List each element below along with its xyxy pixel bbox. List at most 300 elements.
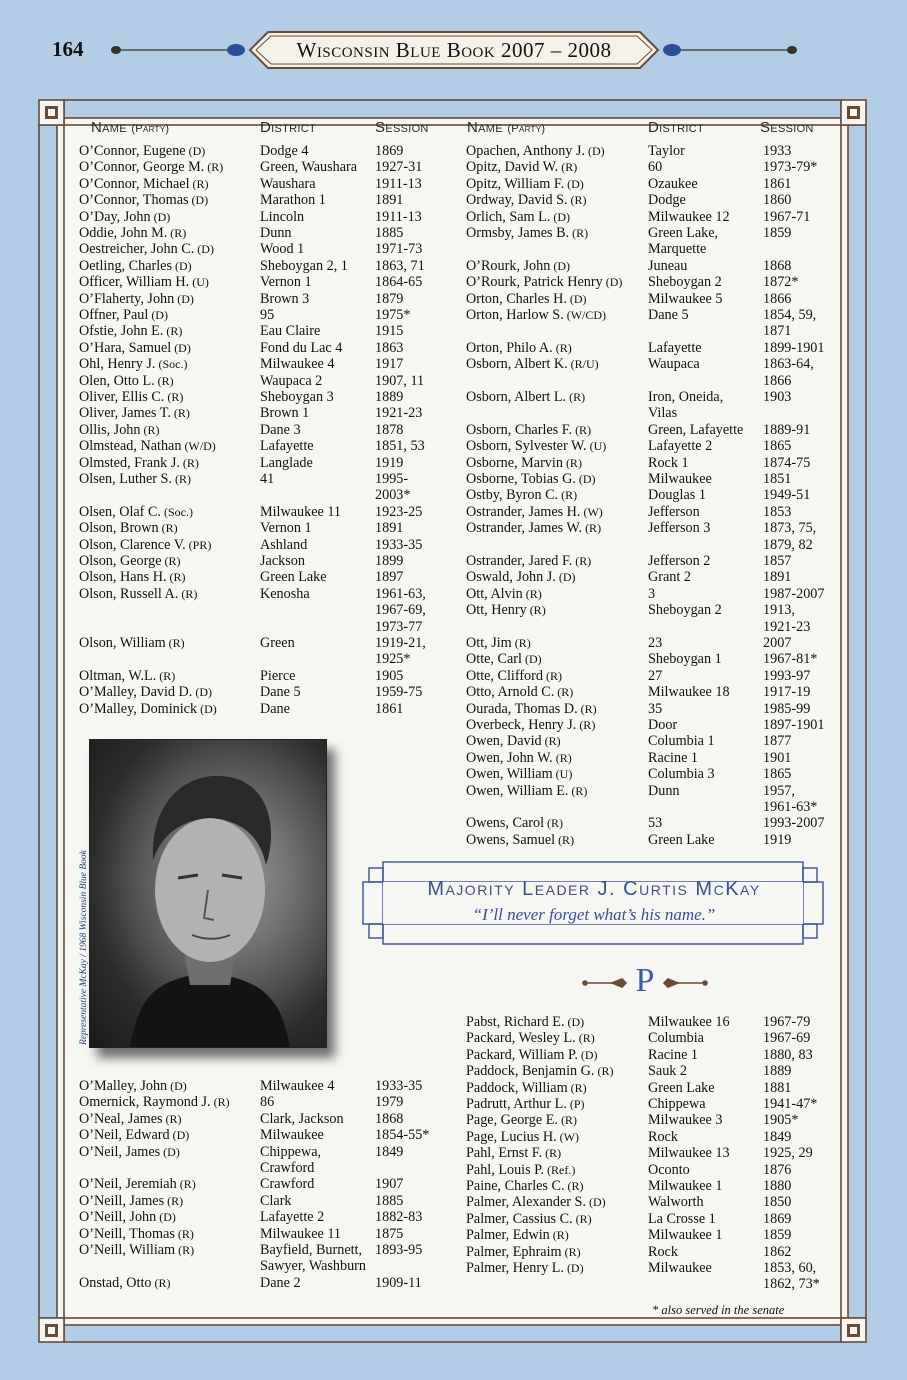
member-name: Ostrander, James H. (W) [466, 503, 603, 520]
member-party: (R) [572, 422, 592, 437]
member-party: (R) [179, 455, 199, 470]
member-session: 1853 [763, 503, 792, 520]
member-party: (D) [585, 144, 605, 158]
member-session: 1885 [375, 1192, 404, 1209]
member-name: O’Neil, James (D) [79, 1143, 180, 1160]
member-district: Jefferson 3 [648, 520, 711, 537]
member-party: (R) [162, 1111, 182, 1126]
member-session: 1880, 83 [763, 1046, 813, 1063]
member-party: (R) [165, 636, 185, 650]
member-party: (R) [204, 160, 224, 175]
member-party: (R) [567, 193, 587, 208]
member-party: (R) [541, 734, 561, 749]
member-session: 1875 [375, 1225, 404, 1242]
member-name: Orton, Philo A. (R) [466, 339, 572, 356]
page-number: 164 [52, 37, 84, 61]
member-district: Marathon 1 [260, 192, 326, 209]
member-district: Chippewa, Crawford [260, 1143, 322, 1176]
member-party: (D) [555, 570, 576, 585]
member-name: Ott, Alvin (R) [466, 585, 542, 602]
member-name: Osborn, Albert K. (R/U) [466, 356, 599, 373]
member-district: Racine 1 [648, 749, 699, 766]
member-district: Dunn [648, 782, 680, 799]
member-name: Olson, Russell A. (R) [79, 585, 198, 602]
member-district: Bayfield, Burnett, Sawyer, Washburn [260, 1242, 366, 1275]
member-party: (R/U) [567, 357, 599, 372]
member-name: Otte, Carl (D) [466, 651, 542, 668]
member-session: 1851, 53 [375, 438, 425, 455]
member-party: (R) [522, 586, 542, 601]
member-session: 1885 [375, 225, 404, 241]
member-party: (R) [161, 554, 181, 568]
member-name: Oliver, James T. (R) [79, 405, 190, 422]
member-district: Kenosha [260, 585, 310, 602]
member-district: Milwaukee 12 [648, 208, 730, 225]
member-party: (U) [552, 767, 573, 782]
member-name: O’Neal, James (R) [79, 1110, 182, 1127]
member-session: 1869 [375, 143, 404, 159]
member-party: (D) [564, 176, 584, 191]
member-name: Ostrander, Jared F. (R) [466, 553, 592, 569]
member-session: 1863-64, 1866 [763, 356, 814, 389]
member-party: (D) [602, 275, 623, 290]
member-party: (R) [178, 586, 198, 601]
member-name: Palmer, Alexander S. (D) [466, 1194, 606, 1211]
member-session: 1859 [763, 225, 792, 241]
member-party: (D) [171, 340, 191, 355]
member-party: (R) [140, 422, 160, 437]
member-name: Osborn, Albert L. (R) [466, 389, 586, 405]
member-session: 2007 [763, 635, 792, 651]
member-district: Sauk 2 [648, 1063, 688, 1080]
member-district: Columbia 3 [648, 766, 715, 783]
member-session: 1911-13 [375, 208, 422, 225]
member-name: Ott, Jim (R) [466, 635, 531, 651]
member-session: 1911-13 [375, 175, 422, 192]
member-session: 1851 [763, 471, 792, 487]
member-name: O’Flaherty, John (D) [79, 290, 194, 307]
member-party: (U) [189, 275, 209, 290]
member-name: Oddie, John M. (R) [79, 225, 187, 241]
member-session: 1897-1901 [763, 717, 825, 733]
member-district: Dane 5 [648, 307, 689, 323]
member-district: Waupaca 2 [260, 372, 323, 389]
member-name: O’Malley, Dominick (D) [79, 700, 217, 717]
portrait-illustration [90, 740, 326, 1047]
member-session: 1889 [375, 389, 404, 405]
member-party: (D) [192, 685, 213, 700]
member-session: 1874-75 [763, 454, 811, 471]
member-district: Dane 5 [260, 684, 301, 701]
member-party: (R) [166, 570, 186, 585]
member-party: (R) [158, 521, 178, 536]
member-district: Milwaukee 13 [648, 1145, 730, 1162]
member-party: (D) [577, 1047, 598, 1062]
member-district: Wood 1 [260, 241, 305, 258]
member-name: Orlich, Sam L. (D) [466, 208, 570, 225]
member-party: (R) [164, 390, 184, 404]
member-session: 1921-23 [375, 405, 423, 422]
member-name: Pahl, Ernst F. (R) [466, 1145, 562, 1162]
member-party: (D) [148, 308, 168, 322]
column-heading-session-left: Session [375, 119, 429, 136]
member-name: Otte, Clifford (R) [466, 667, 562, 684]
member-party: (PR) [185, 537, 212, 552]
member-party: (W/CD) [563, 308, 607, 322]
member-district: Dane 3 [260, 421, 301, 438]
member-session: 1880 [763, 1178, 792, 1194]
member-party: (P) [566, 1097, 585, 1111]
member-district: Green Lake [260, 569, 327, 586]
member-party: (R) [174, 1226, 194, 1241]
member-name: Oswald, John J. (D) [466, 569, 576, 586]
member-session: 1967-79 [763, 1014, 811, 1030]
member-session: 1860 [763, 192, 792, 209]
member-party: (D) [169, 1128, 190, 1143]
member-district: Green, Waushara [260, 159, 358, 176]
member-name: Opachen, Anthony J. (D) [466, 143, 605, 159]
member-name: Osborn, Charles F. (R) [466, 421, 592, 438]
member-party: (R) [552, 750, 572, 765]
member-name: Pabst, Richard E. (D) [466, 1014, 585, 1030]
member-party: (R) [210, 1095, 230, 1110]
column-heading-district-right: District [648, 119, 705, 136]
member-name: Palmer, Edwin (R) [466, 1227, 569, 1244]
member-name: O’Connor, Eugene (D) [79, 143, 206, 159]
book-title: Wisconsin Blue Book 2007 – 2008 [296, 37, 612, 62]
member-name: O’Connor, George M. (R) [79, 159, 224, 176]
member-party: (R) [567, 1080, 587, 1095]
member-name: O’Neil, Edward (D) [79, 1127, 190, 1144]
member-district: Brown 3 [260, 290, 310, 307]
member-name: O’Connor, Thomas (D) [79, 192, 209, 209]
member-party: (R) [172, 472, 191, 486]
member-session: 1865 [763, 766, 792, 783]
member-district: Langlade [260, 454, 313, 471]
member-session: 1854-55* [375, 1127, 430, 1144]
member-district: Sheboygan 3 [260, 389, 334, 405]
member-district: Jefferson [648, 503, 700, 520]
member-district: Milwaukee 4 [260, 1078, 335, 1094]
footnote-text: also served in the senate [661, 1303, 785, 1317]
member-session: 1868 [763, 257, 792, 274]
member-name: Ostrander, James W. (R) [466, 520, 602, 537]
member-session: 1873, 75, 1879, 82 [763, 520, 817, 553]
member-district: 60 [648, 159, 663, 176]
member-session: 1913, 1921-23 [763, 602, 811, 635]
member-party: (R) [151, 1275, 171, 1290]
member-district: Ozaukee [648, 175, 698, 192]
member-name: Owens, Carol (R) [466, 815, 564, 832]
member-district: Sheboygan 2 [648, 602, 722, 619]
member-district: Door [648, 717, 678, 733]
member-district: Vernon 1 [260, 274, 312, 291]
member-district: Waupaca [648, 356, 700, 373]
member-session: 1917-19 [763, 684, 811, 701]
member-district: Sheboygan 1 [648, 651, 722, 668]
member-district: 35 [648, 700, 663, 717]
member-district: Jackson [260, 553, 305, 569]
member-party: (D) [197, 701, 217, 716]
member-session: 1915 [375, 323, 404, 340]
member-district: 86 [260, 1094, 275, 1111]
member-party: (R) [569, 226, 589, 240]
member-district: Green Lake, Marquette [648, 225, 719, 258]
member-session: 1893-95 [375, 1242, 423, 1258]
member-session: 1865 [763, 438, 792, 455]
member-session: 1868 [375, 1110, 404, 1127]
member-name: Olsen, Olaf C. (Soc.) [79, 503, 193, 520]
member-district: Milwaukee 16 [648, 1014, 730, 1030]
member-district: Vernon 1 [260, 520, 312, 537]
member-district: Fond du Lac 4 [260, 339, 343, 356]
member-district: Dane [260, 700, 290, 717]
member-party: (R) [156, 668, 176, 683]
member-session: 1919 [375, 454, 404, 471]
column-heading-name-left: Name (Party) [91, 119, 170, 136]
member-district: Milwaukee [260, 1127, 324, 1144]
member-name: Opitz, David W. (R) [466, 159, 578, 176]
member-district: Rock [648, 1128, 678, 1145]
member-party: (D) [172, 258, 192, 273]
member-district: Douglas 1 [648, 487, 706, 504]
member-district: Milwaukee 1 [648, 1227, 723, 1244]
column-heading-district-left: District [260, 119, 317, 136]
member-name: Ourada, Thomas D. (R) [466, 700, 597, 717]
member-name: Owen, William (U) [466, 766, 573, 783]
member-party: (U) [586, 439, 607, 454]
member-session: 1863, 71 [375, 257, 425, 274]
member-name: Paine, Charles C. (R) [466, 1178, 584, 1194]
member-district: Sheboygan 2 [648, 274, 722, 291]
member-session: 1866 [763, 290, 792, 307]
member-party: (R) [594, 1064, 614, 1079]
member-party: (D) [174, 291, 194, 306]
footnote-mark: * [652, 1303, 659, 1317]
member-district: Lafayette [260, 438, 314, 455]
member-party: (Soc.) [155, 357, 188, 372]
member-district: Juneau [648, 257, 688, 274]
member-party: (R) [561, 1244, 581, 1259]
member-name: Paddock, Benjamin G. (R) [466, 1063, 614, 1080]
member-session: 1882-83 [375, 1209, 423, 1226]
member-party: (R) [555, 832, 575, 847]
member-name: Packard, William P. (D) [466, 1046, 598, 1063]
member-party: (R) [558, 488, 578, 503]
member-name: Olson, Clarence V. (PR) [79, 536, 212, 553]
member-district: Taylor [648, 143, 685, 159]
member-session: 1849 [375, 1143, 404, 1160]
member-session: 1850 [763, 1194, 792, 1211]
member-party: (R) [549, 1228, 569, 1243]
member-district: Iron, Oneida, Vilas [648, 389, 724, 422]
member-session: 1905* [763, 1112, 799, 1129]
member-session: 1876 [763, 1161, 792, 1178]
member-district: Milwaukee 4 [260, 356, 335, 373]
caption-quote: “I’ll never forget what’s his name.” [472, 905, 716, 924]
member-party: (R) [189, 176, 209, 191]
member-session: 1957, 1961-63* [763, 782, 818, 815]
member-district: Walworth [648, 1194, 704, 1211]
member-party: (R) [558, 160, 578, 175]
member-name: Page, Lucius H. (W) [466, 1128, 579, 1145]
member-party: (R) [170, 406, 190, 421]
member-session: 1941-47* [763, 1096, 818, 1112]
member-party: (D) [156, 1210, 176, 1225]
member-district: Racine 1 [648, 1046, 699, 1063]
member-party: (R) [562, 455, 582, 470]
member-district: 23 [648, 635, 663, 651]
member-name: Palmer, Ephraim (R) [466, 1243, 581, 1260]
member-district: Columbia [648, 1030, 704, 1047]
member-party: (R) [568, 783, 588, 798]
member-party: (R) [554, 685, 574, 700]
member-party: (R) [557, 1113, 577, 1128]
member-party: (R) [572, 554, 592, 568]
member-party: (R) [572, 1211, 592, 1226]
member-session: 1995- 2003* [375, 471, 411, 504]
member-session: 1909-11 [375, 1274, 422, 1291]
member-session: 1967-69 [763, 1030, 811, 1047]
member-district: Dunn [260, 225, 292, 241]
member-district: Eau Claire [260, 323, 321, 340]
member-session: 1905 [375, 667, 404, 684]
member-session: 1862 [763, 1243, 792, 1260]
footnote [652, 1303, 784, 1318]
member-session: 1975* [375, 307, 411, 323]
member-name: Olson, William (R) [79, 635, 185, 651]
member-session: 1967-71 [763, 208, 811, 225]
member-name: Onstad, Otto (R) [79, 1274, 171, 1291]
member-district: Green Lake [648, 1079, 715, 1096]
member-session: 1861 [375, 700, 404, 717]
member-name: Ofstie, John E. (R) [79, 323, 183, 340]
member-party: (R) [167, 226, 187, 240]
member-name: Oetling, Charles (D) [79, 257, 192, 274]
member-district: Clark [260, 1192, 292, 1209]
member-session: 1933 [763, 143, 792, 159]
member-party: (D) [563, 1261, 584, 1275]
member-party: (D) [586, 1195, 606, 1210]
member-session: 1979 [375, 1094, 404, 1111]
member-name: Ordway, David S. (R) [466, 192, 587, 209]
member-district: Rock 1 [648, 454, 689, 471]
member-session: 1859 [763, 1227, 792, 1244]
member-session: 1933-35 [375, 1078, 423, 1094]
member-name: O’Rourk, Patrick Henry (D) [466, 274, 623, 291]
member-district: 41 [260, 471, 275, 487]
member-district: Crawford [260, 1176, 315, 1193]
column-heading-session-right: Session [760, 119, 814, 136]
member-session: 1864-65 [375, 274, 423, 291]
member-district: Green Lake [648, 831, 715, 848]
member-name: Pahl, Louis P. (Ref.) [466, 1161, 576, 1178]
caption-title: Majority Leader J. Curtis McKay [427, 878, 761, 900]
member-party: (R) [526, 603, 546, 618]
column-heading-name-right: Name (Party) [467, 119, 546, 136]
member-district: Green, Lafayette [648, 421, 744, 438]
member-session: 1985-99 [763, 700, 811, 717]
member-district: 95 [260, 307, 275, 323]
member-session: 1927-31 [375, 159, 423, 176]
member-district: Milwaukee 11 [260, 503, 342, 520]
member-session: 1901 [763, 749, 792, 766]
member-name: Palmer, Cassius C. (R) [466, 1210, 592, 1227]
member-district: Oconto [648, 1161, 690, 1178]
member-name: O’Neill, James (R) [79, 1192, 184, 1209]
member-name: Otto, Arnold C. (R) [466, 684, 574, 701]
member-party: (R) [575, 1031, 595, 1046]
member-session: 1923-25 [375, 503, 423, 520]
member-party: (R) [175, 1243, 195, 1257]
member-district: Sheboygan 2, 1 [260, 257, 348, 274]
member-party: (D) [564, 1015, 585, 1029]
member-name: Ollis, John (R) [79, 421, 160, 438]
member-session: 1903 [763, 389, 792, 405]
member-district: Lafayette [648, 339, 702, 356]
member-district: Milwaukee 18 [648, 684, 730, 701]
member-district: Dodge [648, 192, 686, 209]
member-session: 1889-91 [763, 421, 811, 438]
member-name: Ott, Henry (R) [466, 602, 546, 619]
member-session: 1854, 59, 1871 [763, 307, 817, 340]
member-party: (R) [544, 816, 564, 831]
member-party: (R) [564, 1179, 584, 1193]
member-district: 3 [648, 585, 656, 602]
member-party: (R) [176, 1177, 196, 1192]
member-district: Ashland [260, 536, 308, 553]
member-name: Olen, Otto L. (R) [79, 372, 174, 389]
photo-credit: Representative McKay / 1968 Wisconsin Blue Book [79, 850, 89, 1045]
member-party: (D) [550, 209, 570, 224]
member-name: Osborne, Marvin (R) [466, 454, 582, 471]
member-session: 1891 [375, 192, 404, 209]
member-party: (D) [167, 1079, 187, 1093]
member-name: Osborn, Sylvester W. (U) [466, 438, 607, 455]
member-party: (R) [154, 373, 174, 388]
member-name: Olmstead, Nathan (W/D) [79, 438, 216, 455]
member-name: O’Malley, David D. (D) [79, 684, 213, 701]
member-name: Oltman, W.L. (R) [79, 667, 176, 684]
member-name: O’Neill, Thomas (R) [79, 1225, 194, 1242]
member-party: (Soc.) [160, 504, 193, 519]
member-name: Palmer, Henry L. (D) [466, 1260, 584, 1276]
member-session: 1925, 29 [763, 1145, 813, 1162]
member-name: O’Day, John (D) [79, 208, 171, 225]
member-session: 1933-35 [375, 536, 423, 553]
member-party: (D) [185, 144, 206, 158]
member-name: Offner, Paul (D) [79, 307, 168, 323]
member-session: 1891 [375, 520, 404, 537]
member-name: O’Malley, John (D) [79, 1078, 187, 1094]
member-name: Owen, David (R) [466, 733, 561, 750]
section-letter: P [635, 962, 655, 999]
member-session: 1959-75 [375, 684, 423, 701]
member-name: Owen, John W. (R) [466, 749, 572, 766]
member-district: Milwaukee 11 [260, 1225, 342, 1242]
member-party: (R) [542, 1146, 562, 1161]
member-party: (D) [521, 652, 542, 667]
member-party: (R) [542, 668, 562, 683]
member-session: 1917 [375, 356, 404, 373]
member-session: 1853, 60, 1862, 73* [763, 1260, 820, 1293]
member-party: (D) [566, 291, 587, 306]
member-party: (R) [164, 1193, 184, 1208]
member-name: Owens, Samuel (R) [466, 831, 575, 848]
member-district: Milwaukee 5 [648, 290, 723, 307]
member-name: Olson, Brown (R) [79, 520, 178, 537]
member-district: 53 [648, 815, 663, 832]
